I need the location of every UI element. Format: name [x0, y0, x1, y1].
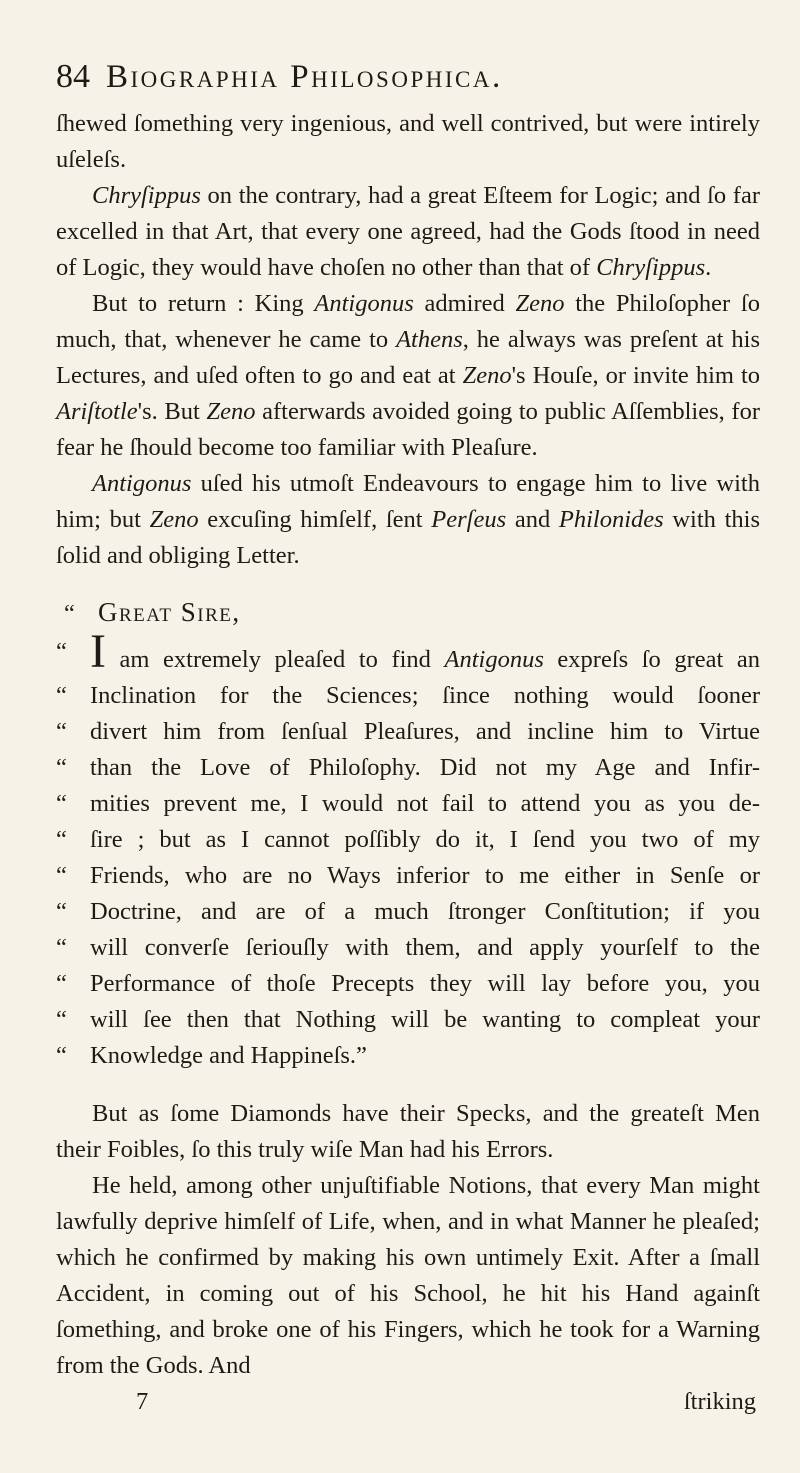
page-number: 84 [56, 58, 90, 95]
page-header [56, 58, 760, 96]
letter-line: “ Doctrine, and are of a much ſtronger Conſtitution; if you [56, 898, 760, 925]
paragraph-6: He held, among other unjuſtifiable Notions, that every Man might lawfully deprive himſelf of Life, when, and in what Manner he pleaſed; which he confirmed by making his own untimely Exit. After a ſmall Accident, in coming out of his School, he hit his Hand againſt ſomething, and broke one of his Fingers, which he took for a Warning from the Gods. And [56, 1172, 760, 1379]
signature-mark: 7 [136, 1388, 149, 1415]
letter-line: “ Friends, who are no Ways inferior to me either in Senſe or [56, 862, 760, 889]
letter-line: “ mities prevent me, I would not fail to attend you as you de- [56, 790, 760, 817]
paragraph-3: But to return : King Antigonus admired Zeno the Philoſopher ſo much, that, whenever he came to Athens, he always was preſent at his Lectures, and uſed often to go and eat at Zeno's Houſe, or invite him to Ariſtotle's. But Zeno afterwards avoided going to public Aſſemblies, for fear he ſhould become too familiar with Pleaſure. [56, 290, 760, 461]
drop-cap: I [90, 625, 106, 678]
letter-line: “ Knowledge and Happineſs.” [56, 1042, 367, 1069]
paragraph-1: ſhewed ſomething very ingenious, and well contrived, but were intirely uſeleſs. [56, 110, 760, 173]
catchword: ſtriking [683, 1388, 756, 1415]
letter-body [56, 625, 760, 1074]
letter-line: “ I am extremely pleaſed to find Antigonus expreſs ſo great an [56, 625, 760, 678]
letter-line: “ than the Love of Philoſophy. Did not my Age and Infir- [56, 754, 760, 781]
letter-line: “ Inclination for the Sciences; ſince nothing would ſooner [56, 682, 760, 709]
running-head: Biographia Philosophica. [106, 59, 503, 95]
paragraph-4: Antigonus uſed his utmoſt Endeavours to engage him to live with him; but Zeno excuſing himſelf, ſent Perſeus and Philonides with this ſolid and obliging Letter. [56, 470, 760, 569]
letter-line: “ ſire ; but as I cannot poſſibly do it, I ſend you two of my [56, 826, 760, 853]
letter-line: “ will converſe ſeriouſly with them, and apply yourſelf to the [56, 934, 760, 961]
letter-line: “ will ſee then that Nothing will be wanting to compleat your [56, 1006, 760, 1033]
letter-line: “ divert him from ſenſual Pleaſures, and incline him to Virtue [56, 718, 760, 745]
page-footer [56, 1384, 760, 1420]
letter-line: “ Performance of thoſe Precepts they will lay before you, you [56, 970, 760, 997]
paragraph-2: Chryſippus on the contrary, had a great Eſteem for Logic; and ſo far excelled in that Art, that every one agreed, had the Gods ſtood in need of Logic, they would have choſen no other than that of Chryſippus. [56, 182, 760, 281]
paragraph-5: But as ſome Diamonds have their Specks, and the greateſt Men their Foibles, ſo this truly wiſe Man had his Errors. [56, 1100, 760, 1163]
letter-salutation: “ Great Sire, [64, 597, 241, 627]
